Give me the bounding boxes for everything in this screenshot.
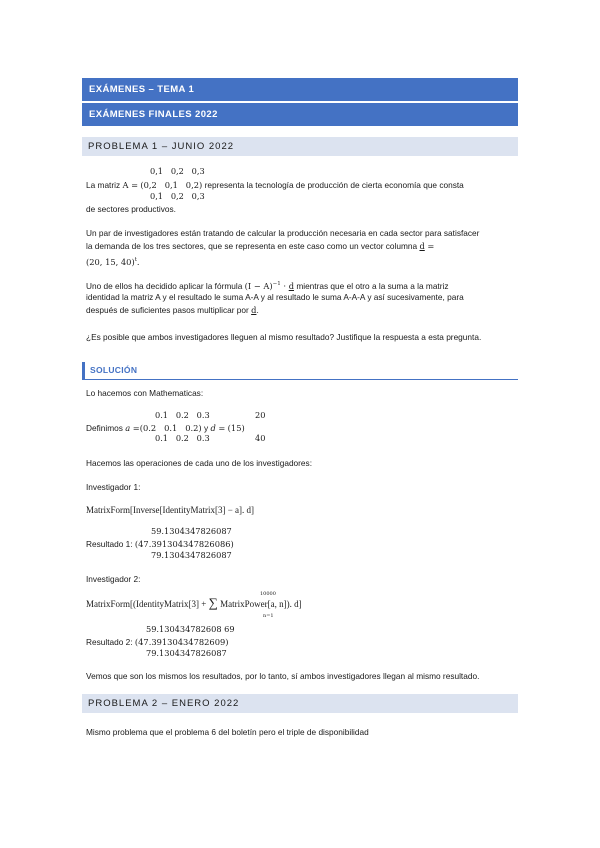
inv2-code xyxy=(86,597,302,610)
inv1-code: MatrixForm[Inverse[IdentityMatrix[3] − a]. d] xyxy=(86,505,255,515)
para3-line3-pre: después de suficientes pasos multiplicar por xyxy=(86,305,249,315)
header-subtitle xyxy=(82,103,518,126)
result2-label: Resultado 2: xyxy=(86,637,133,647)
solution-intro: Lo hacemos con Mathematicas: xyxy=(86,388,204,398)
matrix-open-paren: ( xyxy=(140,180,144,190)
vector-d-row1: 20 xyxy=(255,410,266,420)
and-word: y xyxy=(203,423,209,433)
matrix-small-a-row1: 0.1 0.2 0.3 xyxy=(155,410,210,420)
inv2-label: Investigador 2: xyxy=(86,574,141,584)
header-title-line2: EXÁMENES FINALES 2022 xyxy=(89,109,218,120)
result2-value1: 59.130434782608 69 xyxy=(146,624,235,634)
problem1-heading xyxy=(82,137,518,156)
result1-line xyxy=(86,538,234,550)
result2-value2: 47.39130434782609 xyxy=(138,637,226,647)
a-close-paren: ) xyxy=(198,423,202,433)
a-symbol: a = xyxy=(125,423,140,433)
para2-line2 xyxy=(86,240,514,252)
matrix-intro xyxy=(86,179,464,191)
matrix-small-a-row2: 0.2 0.1 0.2 xyxy=(143,423,199,433)
vector-d-row2: 15 xyxy=(230,423,242,433)
matrix-intro-line2: de sectores productivos. xyxy=(86,204,176,214)
matrix-a-row1: 0,1 0,2 0,3 xyxy=(150,166,205,176)
para3-line1 xyxy=(86,278,449,292)
define-label: Definimos xyxy=(86,423,123,433)
ops-intro: Hacemos las operaciones de cada uno de los investigadores: xyxy=(86,458,312,468)
result1-value3: 79.1304347826087 xyxy=(151,550,232,560)
matrix-close-paren: ) xyxy=(199,180,203,190)
matrix-small-a-row3: 0.1 0.2 0.3 xyxy=(155,433,210,443)
problem2-heading xyxy=(82,694,518,713)
result1-value1: 59.1304347826087 xyxy=(151,526,232,536)
result2-value3: 79.1304347826087 xyxy=(146,648,227,658)
inv2-code-pre: MatrixForm[(IdentityMatrix[3] + xyxy=(86,599,207,609)
problem2-text: Mismo problema que el problema 6 del boletín pero el triple de disponibilidad xyxy=(86,727,369,737)
result1-label: Resultado 1: xyxy=(86,539,133,549)
solution-heading xyxy=(82,362,518,380)
result1-open-paren: ( xyxy=(134,539,139,549)
formula-sup: −1 xyxy=(272,281,281,287)
result2-close-paren: ) xyxy=(225,637,229,647)
matrix-intro-post: representa la tecnología de producción de cierta economía que consta xyxy=(204,180,464,190)
sum-upper-limit: 10000 xyxy=(260,591,276,597)
result1-close-paren: ) xyxy=(230,539,234,549)
solution-heading-text: SOLUCIÓN xyxy=(90,365,138,375)
result2-open-paren: ( xyxy=(134,637,139,647)
sum-lower-limit: n=1 xyxy=(263,613,274,619)
d-close-paren: ) xyxy=(241,423,245,433)
para3-line3-end: . xyxy=(256,305,259,315)
para2-line2-text: la demanda de los tres sectores, que se representa en este caso como un vector columna xyxy=(86,241,418,251)
d-open-paren: ( xyxy=(227,423,231,433)
para3-pre: Uno de ellos ha decidido aplicar la fórmula xyxy=(86,280,243,291)
para2-line3 xyxy=(86,254,140,268)
d-symbol: d = xyxy=(210,423,226,433)
sum-symbol: ∑ xyxy=(208,595,218,610)
matrix-a-row3: 0,1 0,2 0,3 xyxy=(150,191,205,201)
para3-line3-d: d xyxy=(251,305,257,315)
matrix-symbol: A = xyxy=(122,180,139,190)
para2-line1: Un par de investigadores están tratando de calcular la producción necesaria en cada sector para satisfacer xyxy=(86,228,480,238)
problem2-heading-text: PROBLEMA 2 – ENERO 2022 xyxy=(88,698,240,709)
inv1-label: Investigador 1: xyxy=(86,482,141,492)
result1-value2: 47.391304347826086 xyxy=(138,539,231,549)
para3-post: mientras que el otro a la suma a la matriz xyxy=(296,280,449,291)
result2-line xyxy=(86,636,229,648)
para3-line3 xyxy=(86,304,259,316)
para2-end: . xyxy=(136,256,140,267)
conclusion: Vemos que son los mismos los resultados, por lo tanto, sí ambos investigadores llegan al mismo resultado. xyxy=(86,671,480,681)
formula-inverse: (I − A) xyxy=(244,280,273,291)
matrix-a-row2: 0,2 0,1 0,2 xyxy=(143,180,200,190)
transpose-sup: t xyxy=(134,257,137,263)
inv2-code-post: MatrixPower[a, n]). d] xyxy=(220,599,302,609)
problem1-heading-text: PROBLEMA 1 – JUNIO 2022 xyxy=(88,141,235,152)
para3-line2: identidad la matriz A y el resultado le suma A-A y al resultado le suma A-A-A y así sucesivamente, para xyxy=(86,292,464,302)
vector-d-values: (20, 15, 40) xyxy=(86,256,135,267)
vector-d-symbol: d xyxy=(419,241,425,251)
matrix-intro-pre: La matriz xyxy=(86,180,121,190)
vector-d-row3: 40 xyxy=(255,433,266,443)
formula-dot: · xyxy=(280,280,289,291)
question: ¿Es posible que ambos investigadores lleguen al mismo resultado? Justifique la respuesta a esta pregunta. xyxy=(86,332,482,342)
para2-equals: = xyxy=(424,241,435,251)
a-open-paren: ( xyxy=(139,423,143,433)
header-title-line1: EXÁMENES – TEMA 1 xyxy=(89,84,195,95)
header-title xyxy=(82,78,518,101)
formula-d: d xyxy=(288,280,294,291)
